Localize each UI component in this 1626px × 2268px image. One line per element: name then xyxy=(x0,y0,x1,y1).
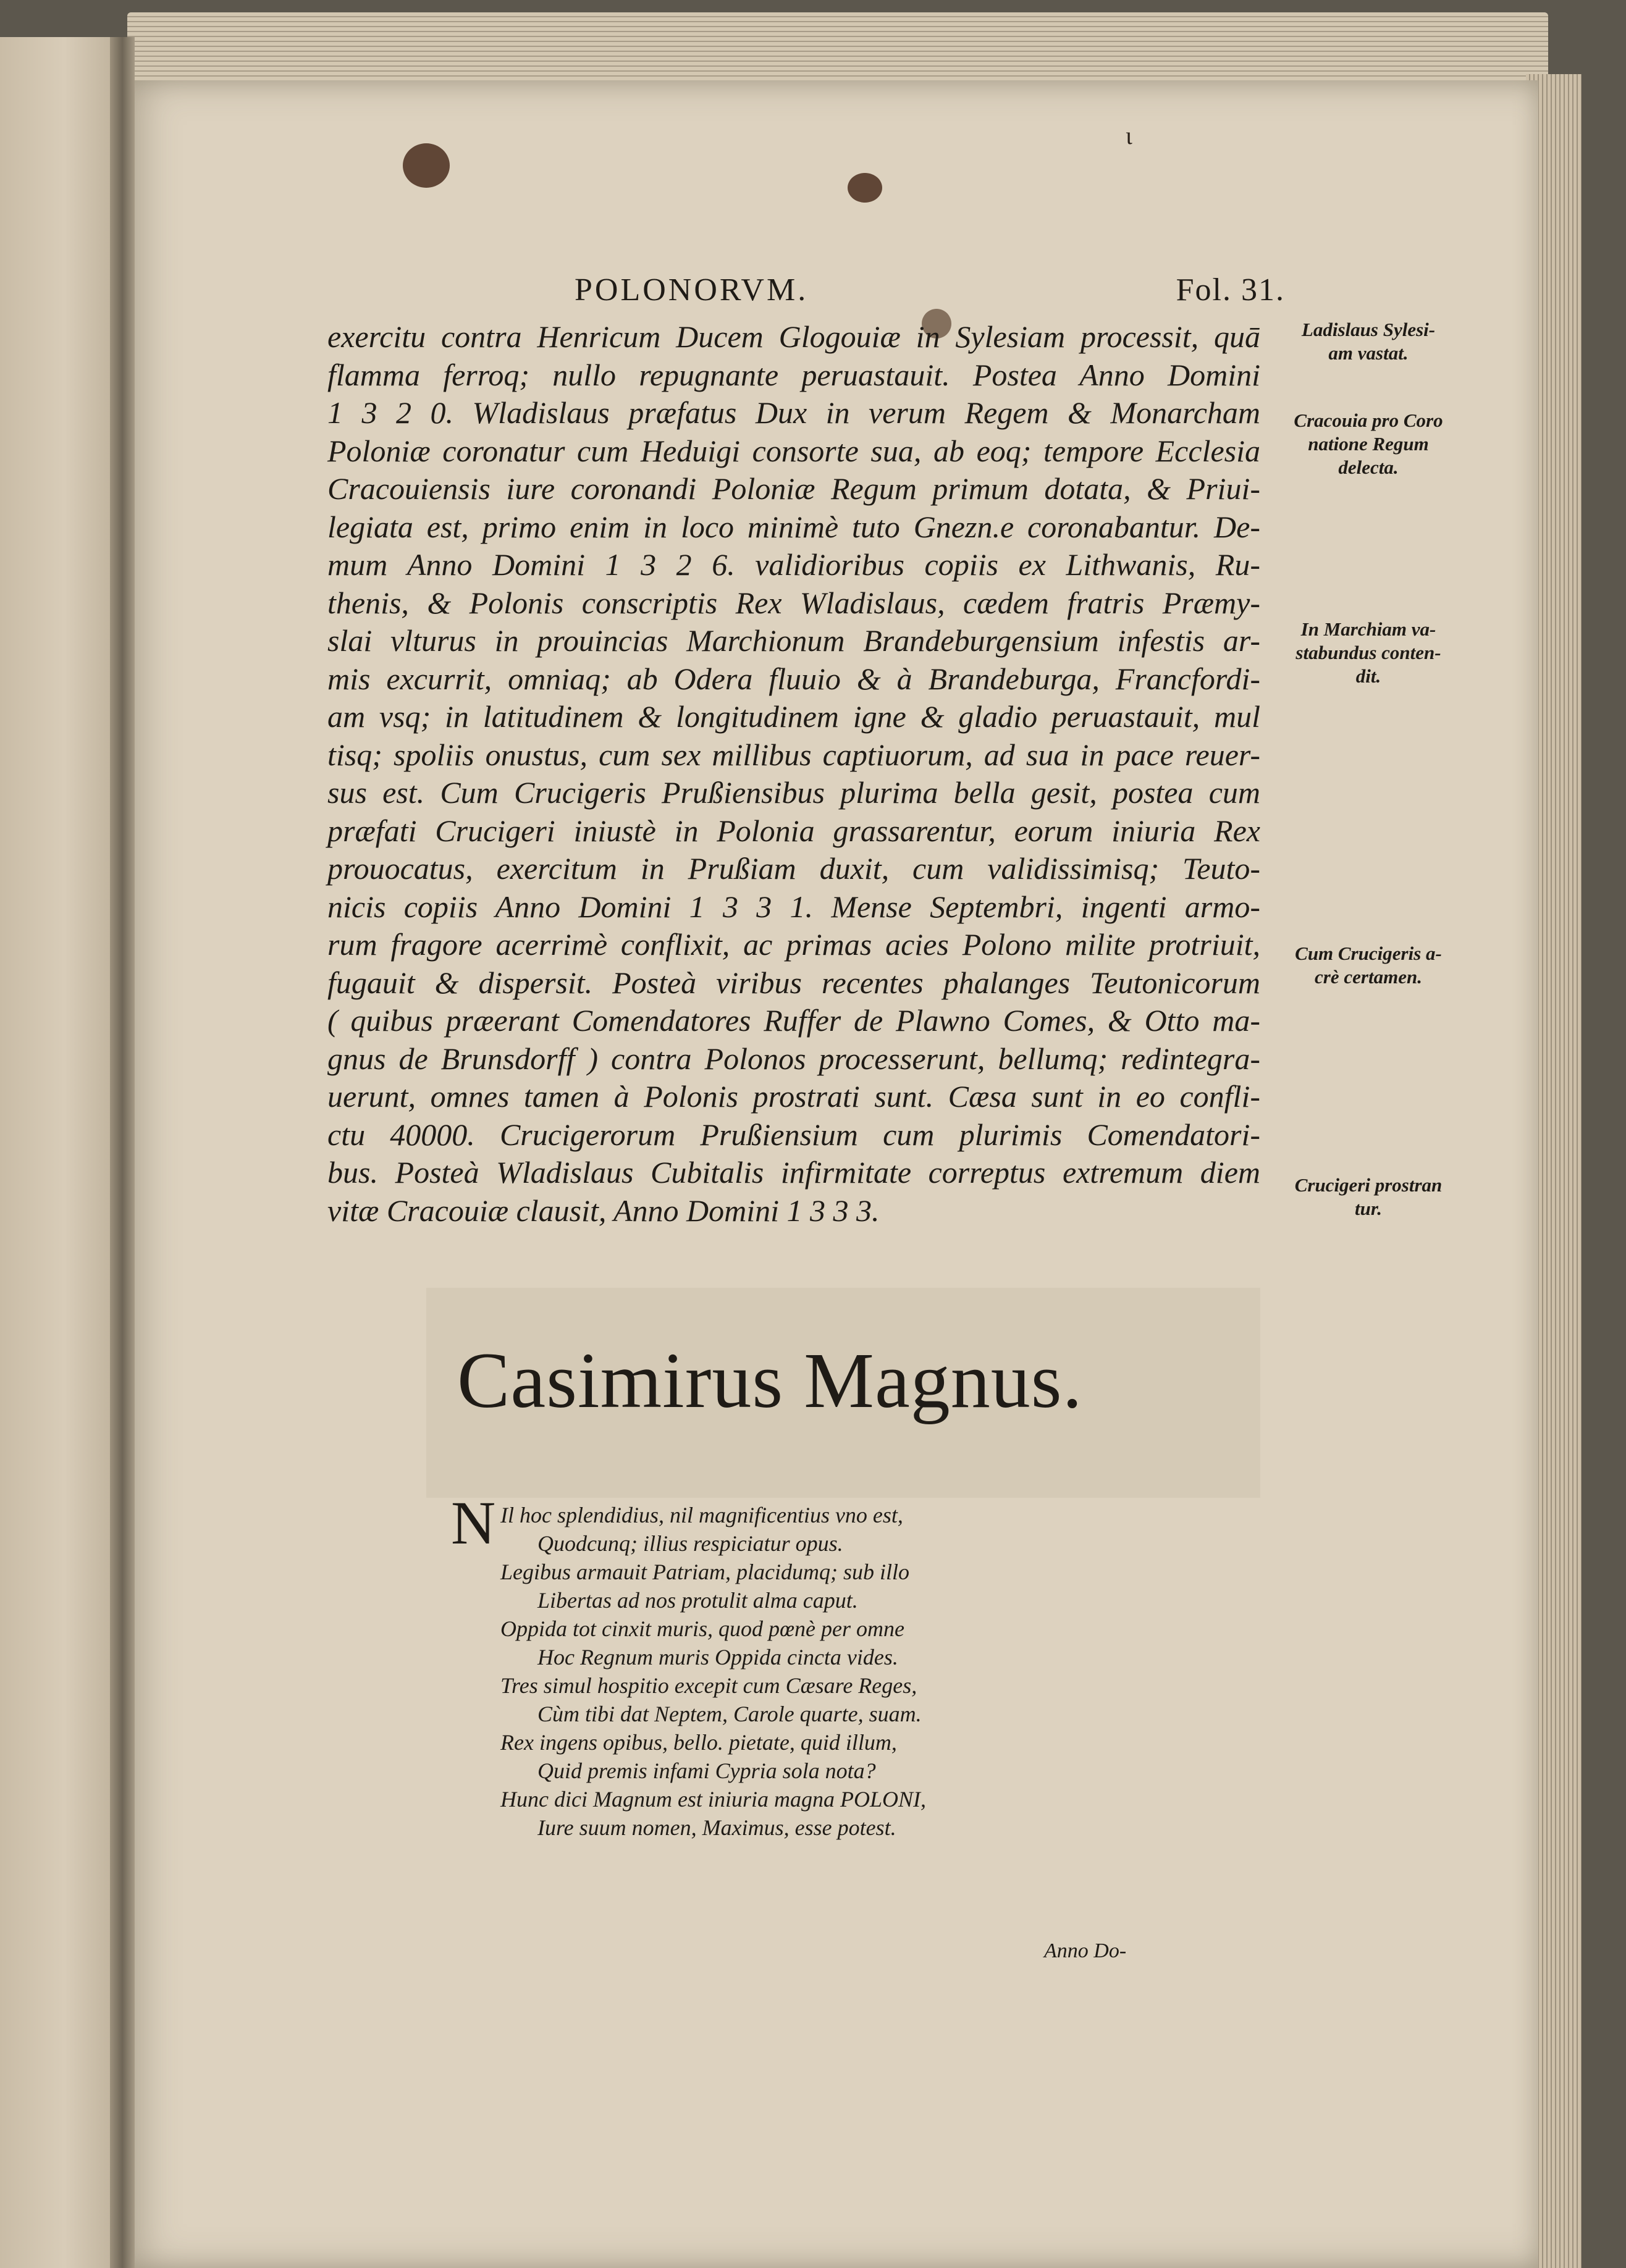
text-line: exercitu contra Henricum Ducem Glogouiæ in Sylesiam processit, quā xyxy=(327,319,1260,354)
text-line: am vsq; in latitudinem & longitudinem igne & gladio peruastauit, mul xyxy=(327,699,1260,734)
ink-stain xyxy=(848,173,882,203)
margin-note-line: delecta. xyxy=(1338,456,1399,478)
verse-line: Rex ingens opibus, bello. pietate, quid illum, xyxy=(500,1730,897,1755)
catchword: Anno Do- xyxy=(1044,1939,1127,1962)
text-line: flamma ferroq; nullo repugnante peruastauit. Postea Anno Domini xyxy=(327,357,1260,392)
text-line: uerunt, omnes tamen à Polonis prostrati sunt. Cæsa sunt in eo confli- xyxy=(327,1079,1260,1114)
text-line: præfati Crucigeri iniustè in Polonia grassarentur, eorum iniuria Rex xyxy=(327,813,1260,848)
verse-line: Iure suum nomen, Maximus, esse potest. xyxy=(537,1815,896,1840)
drop-cap: N xyxy=(451,1489,496,1557)
text-line: prouocatus, exercitum in Prußiam duxit, cum validissimisq; Teuto- xyxy=(327,851,1260,886)
text-line: tisq; spoliis onustus, cum sex millibus captiuorum, ad sua in pace reuer- xyxy=(327,737,1260,772)
margin-note xyxy=(1266,618,1470,688)
text-line: slai vlturus in prouincias Marchionum Brandeburgensium infestis ar- xyxy=(327,623,1260,658)
text-line: ctu 40000. Crucigerorum Prußiensium cum plurimis Comendatori- xyxy=(327,1117,1260,1152)
verse-line: Hunc dici Magnum est iniuria magna POLONI, xyxy=(500,1787,926,1812)
verse-line: Hoc Regnum muris Oppida cincta vides. xyxy=(537,1645,898,1670)
verse-line: Il hoc splendidius, nil magnificentius vno est, xyxy=(500,1503,903,1527)
text-line: legiata est, primo enim in loco minimè tuto Gnezn.e coronabantur. De- xyxy=(327,509,1260,544)
text-line: bus. Posteà Wladislaus Cubitalis infirmitate correptus extremum diem xyxy=(327,1155,1260,1190)
margin-note-line: natione Regum xyxy=(1308,433,1429,455)
ink-mark: ι xyxy=(1126,122,1132,149)
margin-note-line: am vastat. xyxy=(1328,342,1409,364)
book-gutter xyxy=(110,37,135,2268)
folio-number: Fol. 31. xyxy=(1176,272,1285,308)
margin-note-line: In Marchiam va- xyxy=(1300,618,1436,640)
ink-stain xyxy=(403,143,450,188)
text-line: gnus de Brunsdorff ) contra Polonos processerunt, bellumq; redintegra- xyxy=(327,1041,1260,1076)
poem xyxy=(451,1489,1131,1842)
text-line: ( quibus præerant Comendatores Ruffer de Plawno Comes, & Otto ma- xyxy=(327,1003,1260,1038)
section-heading: Casimirus Magnus. xyxy=(457,1337,1083,1424)
text-line: rum fragore acerrimè conflixit, ac primas acies Polono milite protriuit, xyxy=(327,927,1260,962)
verse-line: Quodcunq; illius respiciatur opus. xyxy=(537,1531,843,1556)
text-line: vitæ Cracouiæ clausit, Anno Domini 1 3 3 3. xyxy=(327,1193,880,1228)
text-line: nicis copiis Anno Domini 1 3 3 1. Mense Septembri, ingenti armo- xyxy=(327,889,1260,924)
margin-note xyxy=(1266,409,1470,479)
running-title: POLONORVM. xyxy=(575,272,809,308)
text-line: mum Anno Domini 1 3 2 6. validioribus copiis ex Lithwanis, Ru- xyxy=(327,547,1260,582)
margin-note xyxy=(1266,1174,1470,1220)
margin-note-line: Crucigeri prostran xyxy=(1294,1174,1443,1196)
verse-line: Libertas ad nos protulit alma caput. xyxy=(537,1588,858,1613)
text-line: Poloniæ coronatur cum Heduigi consorte sua, ab eoq; tempore Ecclesia xyxy=(327,433,1260,468)
margin-note-line: Cracouia pro Coro xyxy=(1294,410,1443,431)
verse-line: Oppida tot cinxit muris, quod pœnè per omne xyxy=(500,1616,904,1641)
margin-note xyxy=(1266,942,1470,989)
verse-line: Legibus armauit Patriam, placidumq; sub illo xyxy=(500,1560,910,1584)
verse-line: Tres simul hospitio excepit cum Cæsare Reges, xyxy=(500,1673,917,1698)
verse-line: Cùm tibi dat Neptem, Carole quarte, suam. xyxy=(537,1702,922,1726)
text-line: sus est. Cum Crucigeris Prußiensibus plurima bella gesit, postea cum xyxy=(327,775,1260,810)
margin-note-line: crè certamen. xyxy=(1315,966,1422,988)
text-line: 1 3 2 0. Wladislaus præfatus Dux in verum Regem & Monarcham xyxy=(327,395,1260,430)
text-line: mis excurrit, omniaq; ab Odera fluuio & à Brandeburga, Francfordi- xyxy=(327,661,1260,696)
facing-page-edge xyxy=(0,37,117,2268)
margin-note-line: dit. xyxy=(1355,665,1381,687)
margin-note xyxy=(1266,318,1470,365)
margin-note-line: tur. xyxy=(1355,1198,1382,1219)
text-line: fugauit & dispersit. Posteà viribus recentes phalanges Teutonicorum xyxy=(327,965,1260,1000)
margin-note-line: Ladislaus Sylesi- xyxy=(1301,319,1436,340)
verse-line: Quid premis infami Cypria sola nota? xyxy=(537,1758,876,1783)
margin-note-line: stabundus conten- xyxy=(1295,642,1441,663)
text-line: Cracouiensis iure coronandi Poloniæ Regum primum dotata, & Priui- xyxy=(327,471,1260,506)
margin-note-line: Cum Crucigeris a- xyxy=(1295,943,1442,964)
text-line: thenis, & Polonis conscriptis Rex Wladislaus, cædem fratris Præmy- xyxy=(327,585,1260,620)
body-text xyxy=(327,318,1260,1230)
